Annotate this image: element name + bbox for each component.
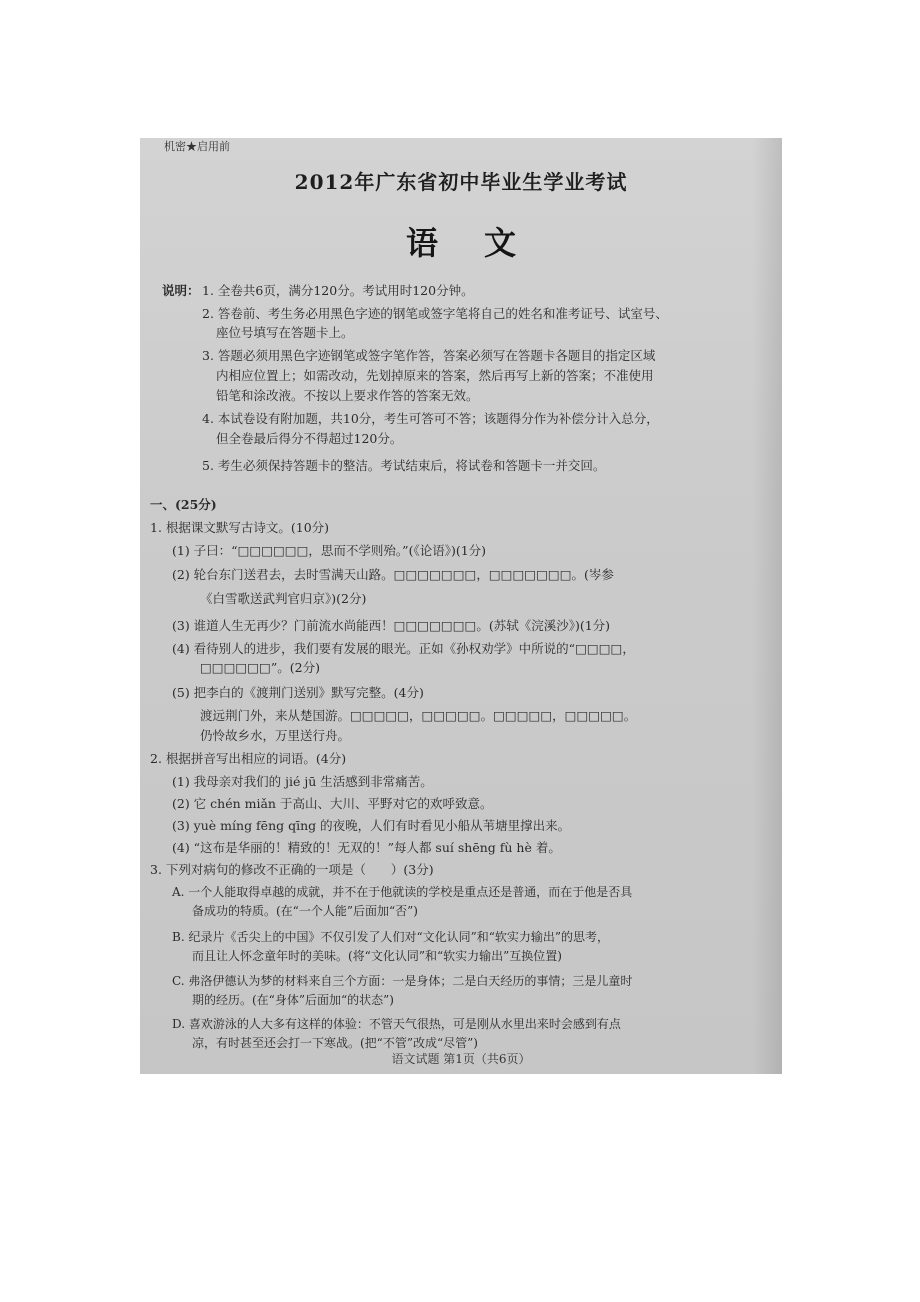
poem-line: 渡远荆门外，来从楚国游。□□□□□，□□□□□。□□□□□，□□□□□。 xyxy=(200,708,637,723)
instruction-line: 但全卷最后得分不得超过120分。 xyxy=(216,431,403,446)
instruction-line: 2. 答卷前、考生务必用黑色字迹的钢笔或签字笔将自己的姓名和准考证号、试室号、 xyxy=(202,306,668,321)
option-c-cont: 期的经历。(在“身体”后面加“的状态”) xyxy=(192,993,394,1007)
question-1-5: (5) 把李白的《渡荆门送别》默写完整。(4分) xyxy=(172,685,424,700)
question-1-2-cont: 《白雪歌送武判官归京》)(2分) xyxy=(200,591,367,606)
instruction-line: 5. 考生必须保持答题卡的整洁。考试结束后，将试卷和答题卡一并交回。 xyxy=(202,458,606,473)
exam-page xyxy=(140,138,782,1074)
instruction-line: 铅笔和涂改液。不按以上要求作答的答案无效。 xyxy=(216,388,479,403)
question-1-4-cont: □□□□□□”。(2分) xyxy=(200,660,320,675)
question-1-3: (3) 谁道人生无再少？门前流水尚能西！□□□□□□□。(苏轼《浣溪沙》)(1分) xyxy=(172,618,611,633)
instruction-line: 4. 本试卷设有附加题，共10分，考生可答可不答；该题得分作为补偿分计入总分， xyxy=(202,411,659,426)
question-1-2: (2) 轮台东门送君去，去时雪满天山路。□□□□□□□，□□□□□□□。(岑参 xyxy=(172,567,614,582)
question-2-4: (4) “这布是华丽的！精致的！无双的！”每人都 suí shēng fù hè 着。 xyxy=(172,840,561,855)
option-b: B. 纪录片《舌尖上的中国》不仅引发了人们对“文化认同”和“软实力输出”的思考， xyxy=(172,930,609,944)
question-1: 1. 根据课文默写古诗文。(10分) xyxy=(150,520,330,535)
option-a-cont: 备成功的特质。(在“一个人能”后面加“否”) xyxy=(192,904,418,918)
question-2-3: (3) yuè míng fēng qīng 的夜晚，人们有时看见小船从苇塘里撑出来。 xyxy=(172,818,571,833)
instruction-line: 内相应位置上；如需改动，先划掉原来的答案，然后再写上新的答案；不准使用 xyxy=(216,368,654,383)
question-2-1: (1) 我母亲对我们的 jié jū 生活感到非常痛苦。 xyxy=(172,774,433,789)
option-d: D. 喜欢游泳的人大多有这样的体验：不管天气很热，可是刚从水里出来时会感到有点 xyxy=(172,1017,621,1031)
question-3: 3. 下列对病句的修改不正确的一项是（ ）(3分) xyxy=(150,862,434,877)
subject-title xyxy=(140,218,782,264)
instruction-line: 3. 答题必须用黑色字迹钢笔或签字笔作答，答案必须写在答题卡各题目的指定区域 xyxy=(202,348,656,363)
poem-line: 仍怜故乡水，万里送行舟。 xyxy=(200,728,351,743)
question-1-4: (4) 看待别人的进步，我们要有发展的眼光。正如《孙权劝学》中所说的“□□□□， xyxy=(172,641,635,656)
question-1-1: (1) 子曰：“□□□□□□，思而不学则殆。”(《论语》)(1分) xyxy=(172,543,487,558)
instructions-label: 说明： xyxy=(162,283,200,298)
option-d-cont: 凉，有时甚至还会打一下寒战。(把“不管”改成“尽管”) xyxy=(192,1036,478,1050)
section-heading: 一、(25分) xyxy=(150,497,217,512)
subject-text: 语文 xyxy=(405,224,562,262)
page-footer: 语文试题 第1页（共6页） xyxy=(391,1052,531,1066)
confidential-mark: 机密★启用前 xyxy=(164,140,230,153)
question-2-2: (2) 它 chén miǎn 于高山、大川、平野对它的欢呼致意。 xyxy=(172,796,493,811)
exam-title: 2012年广东省初中毕业生学业考试 xyxy=(294,170,628,194)
option-a: A. 一个人能取得卓越的成就，并不在于他就读的学校是重点还是普通，而在于他是否具 xyxy=(172,885,633,899)
option-c: C. 弗洛伊德认为梦的材料来自三个方面：一是身体；二是白天经历的事情；三是儿童时 xyxy=(172,974,633,988)
instruction-line: 1. 全卷共6页，满分120分。考试用时120分钟。 xyxy=(202,283,474,298)
instruction-line: 座位号填写在答题卡上。 xyxy=(216,325,354,340)
question-2: 2. 根据拼音写出相应的词语。(4分) xyxy=(150,751,347,766)
option-b-cont: 而且让人怀念童年时的美味。(将“文化认同”和“软实力输出”互换位置) xyxy=(192,949,562,963)
